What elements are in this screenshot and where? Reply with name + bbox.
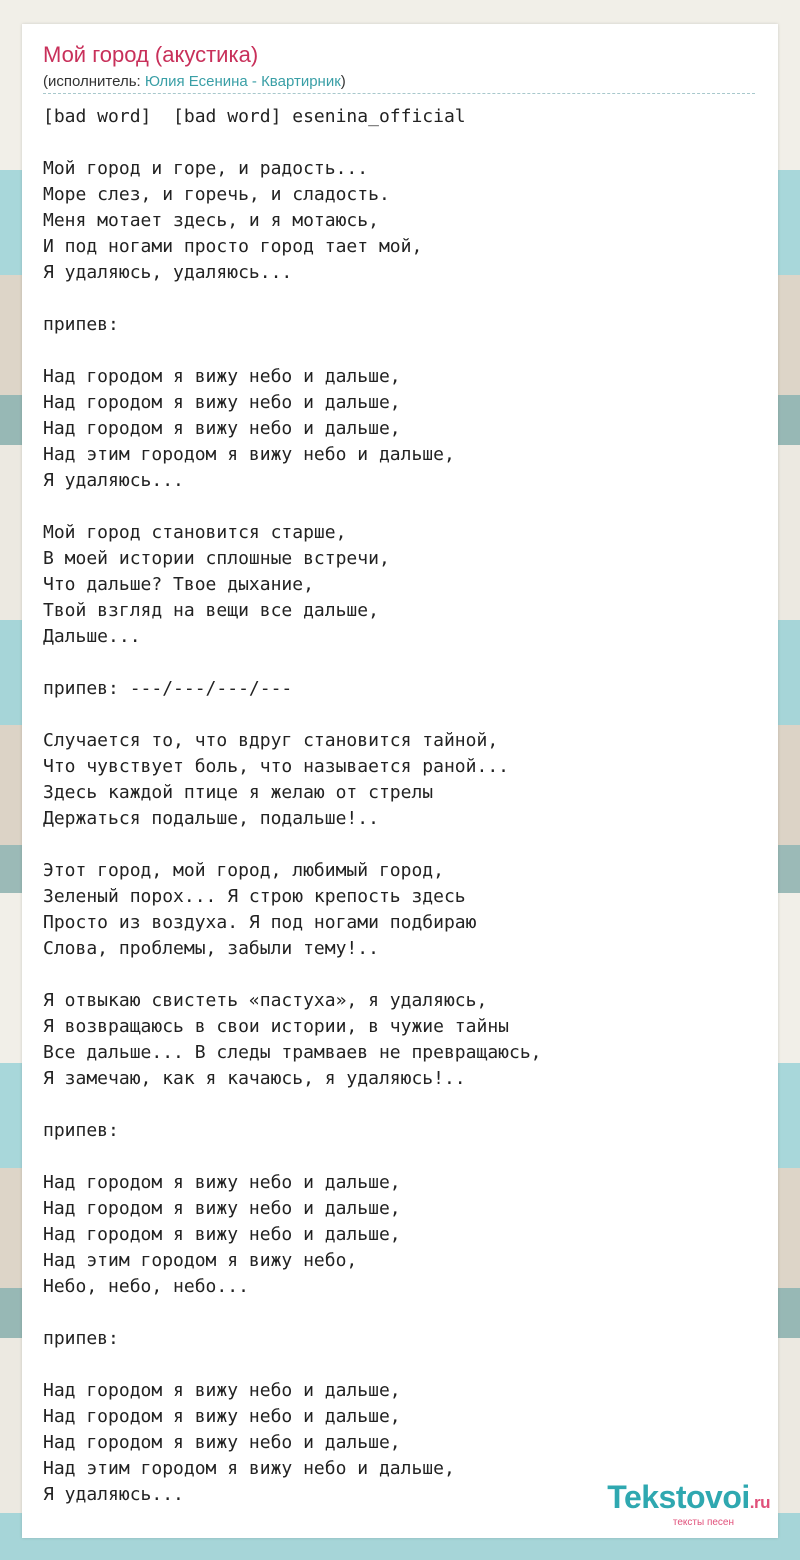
- lyric-line: Что дальше? Твое дыхание,: [43, 574, 314, 595]
- lyric-line: В моей истории сплошные встречи,: [43, 548, 390, 569]
- lyric-line: Над городом я вижу небо и дальше,: [43, 1380, 401, 1401]
- lyric-line: Над городом я вижу небо и дальше,: [43, 392, 401, 413]
- lyrics-text: [43, 104, 542, 1508]
- lyric-line: Все дальше... В следы трамваев не превращаюсь,: [43, 1042, 542, 1063]
- lyric-line: Держаться подальше, подальше!..: [43, 808, 379, 829]
- title-divider: [43, 93, 755, 94]
- byline-prefix: (исполнитель:: [43, 73, 145, 90]
- lyric-line: Над городом я вижу небо и дальше,: [43, 1432, 401, 1453]
- lyric-line: Я удаляюсь, удаляюсь...: [43, 262, 293, 283]
- lyric-line: Над городом я вижу небо и дальше,: [43, 1224, 401, 1245]
- lyric-line: Случается то, что вдруг становится тайной,: [43, 730, 499, 751]
- lyric-line: И под ногами просто город тает мой,: [43, 236, 423, 257]
- lyric-line: Над этим городом я вижу небо и дальше,: [43, 1458, 455, 1479]
- logo-tagline: тексты песен: [672, 1517, 734, 1528]
- lyric-line: Над этим городом я вижу небо,: [43, 1250, 358, 1271]
- lyric-line: Что чувствует боль, что называется раной...: [43, 756, 509, 777]
- lyric-line: Над городом я вижу небо и дальше,: [43, 418, 401, 439]
- lyric-line: Над городом я вижу небо и дальше,: [43, 1172, 401, 1193]
- lyric-line: припев:: [43, 1328, 119, 1349]
- lyric-line: Я замечаю, как я качаюсь, я удаляюсь!..: [43, 1068, 466, 1089]
- lyric-line: Над этим городом я вижу небо и дальше,: [43, 444, 455, 465]
- lyric-line: Я отвыкаю свистеть «пастуха», я удаляюсь,: [43, 990, 488, 1011]
- site-logo[interactable]: [607, 1481, 770, 1528]
- logo-name: Tekstovoi: [607, 1479, 750, 1515]
- lyric-line: Мой город становится старше,: [43, 522, 347, 543]
- lyric-line: Слова, проблемы, забыли тему!..: [43, 938, 379, 959]
- lyric-line: [bad word] [bad word] esenina_official: [43, 106, 466, 127]
- lyric-line: Мой город и горе, и радость...: [43, 158, 369, 179]
- lyric-line: припев:: [43, 1120, 119, 1141]
- lyric-line: Дальше...: [43, 626, 141, 647]
- lyric-line: Здесь каждой птице я желаю от стрелы: [43, 782, 434, 803]
- lyric-line: припев: ---/---/---/---: [43, 678, 293, 699]
- logo-tld: .ru: [749, 1493, 770, 1512]
- lyric-line: Над городом я вижу небо и дальше,: [43, 366, 401, 387]
- song-title: Мой город (акустика): [43, 42, 259, 67]
- lyric-line: Над городом я вижу небо и дальше,: [43, 1198, 401, 1219]
- lyrics-card: [22, 24, 778, 1538]
- artist-link[interactable]: Юлия Есенина - Квартирник: [144, 73, 341, 90]
- lyric-line: Море слез, и горечь, и сладость.: [43, 184, 390, 205]
- lyric-line: Просто из воздуха. Я под ногами подбираю: [43, 912, 477, 933]
- lyric-line: Я удаляюсь...: [43, 1484, 184, 1505]
- lyric-line: Твой взгляд на вещи все дальше,: [43, 600, 379, 621]
- lyric-line: Зеленый порох... Я строю крепость здесь: [43, 886, 466, 907]
- lyric-line: Я удаляюсь...: [43, 470, 184, 491]
- lyric-line: Над городом я вижу небо и дальше,: [43, 1406, 401, 1427]
- byline-suffix: ): [340, 73, 346, 90]
- lyric-line: Я возвращаюсь в свои истории, в чужие тайны: [43, 1016, 509, 1037]
- lyric-line: Этот город, мой город, любимый город,: [43, 860, 444, 881]
- lyric-line: Меня мотает здесь, и я мотаюсь,: [43, 210, 379, 231]
- artist-byline: [43, 73, 346, 90]
- lyric-line: припев:: [43, 314, 119, 335]
- lyric-line: Небо, небо, небо...: [43, 1276, 249, 1297]
